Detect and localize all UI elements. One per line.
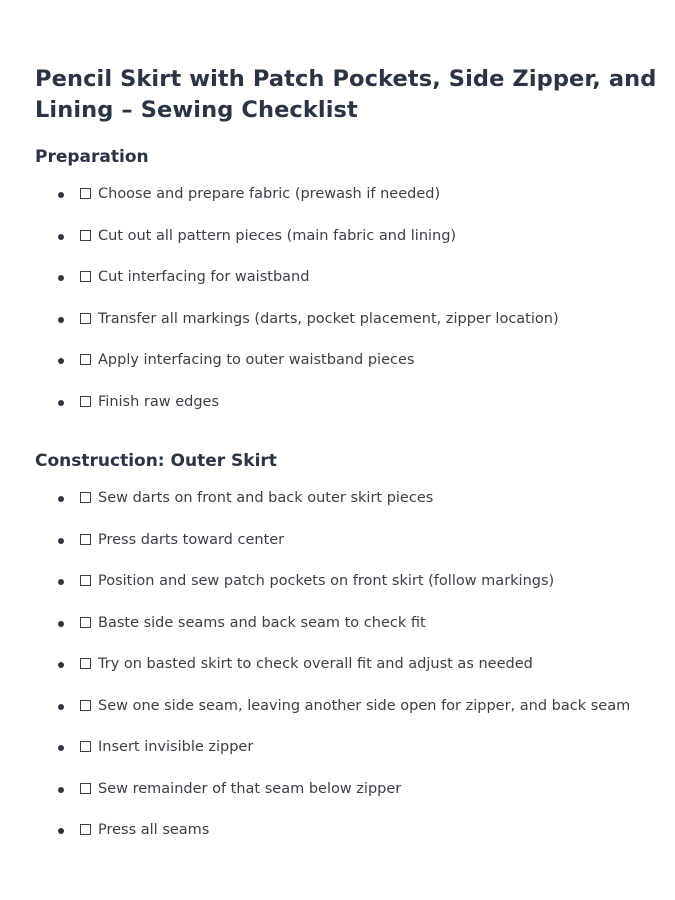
checkbox-icon[interactable]	[80, 313, 91, 324]
bullet-icon	[58, 704, 64, 710]
checklist-item-label: Sew darts on front and back outer skirt pieces	[98, 490, 434, 506]
bullet-icon	[58, 745, 64, 751]
checklist-item-label: Transfer all markings (darts, pocket placement, zipper location)	[98, 310, 559, 327]
checklist-preparation	[35, 185, 665, 434]
checkbox-icon[interactable]	[80, 824, 91, 835]
checklist-item-label: Sew one side seam, leaving another side open for zipper, and back seam	[98, 697, 631, 714]
checkbox-icon[interactable]	[80, 354, 91, 365]
checkbox-icon[interactable]	[80, 783, 91, 794]
bullet-icon	[58, 538, 64, 544]
checklist-item	[35, 572, 665, 614]
checklist-item	[35, 531, 665, 573]
checkbox-icon[interactable]	[80, 617, 91, 628]
checklist-item	[35, 655, 665, 697]
bullet-icon	[58, 358, 64, 364]
bullet-icon	[58, 400, 64, 406]
bullet-icon	[58, 234, 64, 240]
checklist-item	[35, 393, 665, 435]
checkbox-icon[interactable]	[80, 658, 91, 669]
bullet-icon	[58, 621, 64, 627]
checklist-item-label: Press all seams	[98, 822, 210, 838]
checklist-item-label: Cut out all pattern pieces (main fabric and lining)	[98, 227, 457, 244]
checklist-item	[35, 351, 665, 393]
checklist-item-label: Apply interfacing to outer waistband pieces	[98, 352, 415, 368]
bullet-icon	[58, 662, 64, 668]
bullet-icon	[58, 496, 64, 502]
checkbox-icon[interactable]	[80, 188, 91, 199]
bullet-icon	[58, 192, 64, 198]
checklist-item-label: Cut interfacing for waistband	[98, 269, 310, 285]
checklist-item	[35, 697, 665, 739]
checklist-item	[35, 227, 665, 269]
checklist-item	[35, 738, 665, 780]
checklist-item-label: Position and sew patch pockets on front skirt (follow markings)	[98, 573, 555, 589]
checkbox-icon[interactable]	[80, 575, 91, 586]
checklist-item	[35, 821, 665, 863]
checklist-item-label: Sew remainder of that seam below zipper	[98, 780, 402, 797]
checkbox-icon[interactable]	[80, 741, 91, 752]
checkbox-icon[interactable]	[80, 492, 91, 503]
bullet-icon	[58, 317, 64, 323]
checklist-item	[35, 614, 665, 656]
page-title	[35, 64, 665, 126]
bullet-icon	[58, 787, 64, 793]
checklist-item	[35, 489, 665, 531]
bullet-icon	[58, 828, 64, 834]
checkbox-icon[interactable]	[80, 534, 91, 545]
checklist-item-label: Baste side seams and back seam to check fit	[98, 614, 426, 631]
checkbox-icon[interactable]	[80, 271, 91, 282]
page-title-line-2: Lining – Sewing Checklist	[35, 97, 358, 123]
checkbox-icon[interactable]	[80, 396, 91, 407]
bullet-icon	[58, 275, 64, 281]
checklist-item-label: Insert invisible zipper	[98, 739, 254, 755]
section-heading-construction-outer-skirt: Construction: Outer Skirt	[35, 451, 277, 471]
checklist-item-label: Choose and prepare fabric (prewash if needed)	[98, 186, 441, 202]
checkbox-icon[interactable]	[80, 700, 91, 711]
section-heading-preparation: Preparation	[35, 147, 149, 167]
checklist-item	[35, 268, 665, 310]
checklist-item	[35, 310, 665, 352]
checkbox-icon[interactable]	[80, 230, 91, 241]
checklist-construction-outer-skirt	[35, 489, 665, 863]
checklist-item-label: Finish raw edges	[98, 393, 220, 410]
page-title-line-1: Pencil Skirt with Patch Pockets, Side Zipper, and	[35, 66, 657, 92]
checklist-item	[35, 185, 665, 227]
checklist-item-label: Try on basted skirt to check overall fit and adjust as needed	[98, 656, 533, 672]
checklist-item	[35, 780, 665, 822]
bullet-icon	[58, 579, 64, 585]
checklist-item-label: Press darts toward center	[98, 531, 285, 548]
